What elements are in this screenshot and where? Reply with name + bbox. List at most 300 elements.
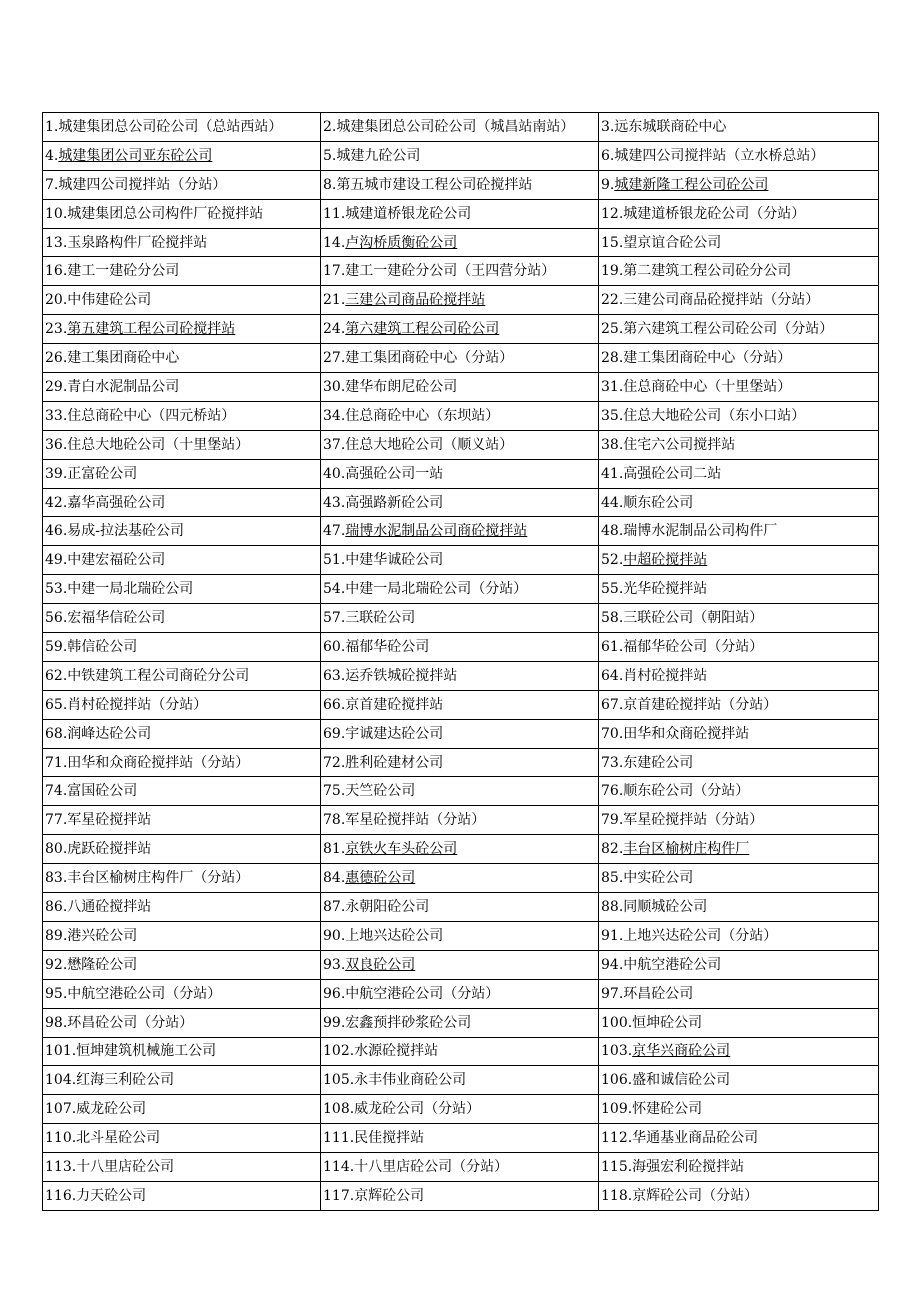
company-name: 住总商砼中心（四元桥站） xyxy=(67,407,236,424)
table-cell xyxy=(599,777,879,806)
entry-number: 69. xyxy=(323,725,346,742)
company-name: 盛和诚信砼公司 xyxy=(632,1072,731,1089)
table-cell xyxy=(43,719,321,748)
entry-number: 115. xyxy=(601,1159,633,1175)
company-name: 中实砼公司 xyxy=(623,870,694,887)
entry-number: 118. xyxy=(601,1187,633,1204)
table-cell xyxy=(599,748,879,777)
company-name: 住宅六公司搅拌站 xyxy=(623,436,736,453)
table-cell xyxy=(599,286,879,315)
entry-number: 39. xyxy=(45,465,68,482)
table-cell xyxy=(43,777,321,806)
entry-number: 57. xyxy=(323,610,346,627)
company-name: 怀建砼公司 xyxy=(632,1101,703,1118)
company-link[interactable]: 双良砼公司 xyxy=(345,956,416,973)
company-name: 环昌砼公司（分站） xyxy=(67,1014,194,1031)
entry-number: 77. xyxy=(45,812,68,829)
company-link[interactable]: 京华兴商砼公司 xyxy=(632,1043,731,1060)
table-cell xyxy=(43,921,321,950)
company-name: 瑞博水泥制品公司构件厂 xyxy=(623,523,778,540)
table-cell xyxy=(321,170,599,199)
entry-number: 61. xyxy=(601,638,624,655)
table-cell xyxy=(321,1181,599,1210)
entry-number: 86. xyxy=(45,898,68,915)
table-cell xyxy=(321,373,599,402)
table-row xyxy=(43,1008,879,1037)
table-row xyxy=(43,1037,879,1066)
table-cell xyxy=(43,575,321,604)
entry-number: 66. xyxy=(323,696,346,713)
entry-number: 38. xyxy=(601,436,624,453)
entry-number: 10. xyxy=(45,205,68,222)
company-name: 天竺砼公司 xyxy=(345,783,416,800)
entry-number: 104. xyxy=(45,1072,77,1089)
table-cell xyxy=(43,459,321,488)
entry-number: 53. xyxy=(45,581,68,598)
table-cell xyxy=(321,1008,599,1037)
table-cell xyxy=(43,315,321,344)
entry-number: 37. xyxy=(323,436,346,453)
table-cell xyxy=(599,1153,879,1182)
company-name: 三联砼公司（朝阳站） xyxy=(623,610,764,627)
entry-number: 15. xyxy=(601,234,624,251)
table-cell xyxy=(599,1066,879,1095)
table-row xyxy=(43,1153,879,1182)
entry-number: 46. xyxy=(45,523,68,540)
entry-number: 108. xyxy=(323,1101,355,1118)
company-name: 润峰达砼公司 xyxy=(67,725,152,742)
table-cell xyxy=(321,401,599,430)
table-cell xyxy=(599,893,879,922)
table-cell xyxy=(43,1181,321,1210)
company-name: 第五城市建设工程公司砼搅拌站 xyxy=(336,176,533,193)
entry-number: 117. xyxy=(323,1187,355,1204)
entry-number: 7. xyxy=(45,176,59,193)
entry-number: 110. xyxy=(45,1130,77,1147)
company-name: 宏福华信砼公司 xyxy=(67,610,166,627)
company-name: 中建华诚砼公司 xyxy=(345,552,444,569)
entry-number: 43. xyxy=(323,494,346,511)
table-cell xyxy=(43,950,321,979)
company-link[interactable]: 三建公司商品砼搅拌站 xyxy=(345,292,486,309)
entry-number: 13. xyxy=(45,234,68,251)
entry-number: 62. xyxy=(45,667,68,684)
table-cell xyxy=(599,141,879,170)
company-name: 东建砼公司 xyxy=(623,754,694,771)
company-name: 远东城联商砼中心 xyxy=(614,118,727,135)
company-name: 力天砼公司 xyxy=(76,1187,147,1204)
table-cell xyxy=(599,835,879,864)
company-name: 港兴砼公司 xyxy=(67,927,138,944)
table-cell xyxy=(43,1066,321,1095)
company-name: 城建集团总公司构件厂砼搅拌站 xyxy=(67,205,264,222)
table-cell xyxy=(599,1181,879,1210)
table-cell xyxy=(321,546,599,575)
entry-number: 2. xyxy=(323,118,337,135)
table-cell xyxy=(321,113,599,142)
table-row xyxy=(43,979,879,1008)
table-cell xyxy=(321,864,599,893)
company-link[interactable]: 瑞博水泥制品公司商砼搅拌站 xyxy=(345,523,528,540)
table-cell xyxy=(321,979,599,1008)
entry-number: 22. xyxy=(601,292,624,309)
entry-number: 12. xyxy=(601,205,624,222)
table-cell xyxy=(599,1124,879,1153)
company-name: 永丰伟业商砼公司 xyxy=(354,1072,467,1089)
table-cell xyxy=(599,459,879,488)
table-cell xyxy=(321,690,599,719)
entry-number: 40. xyxy=(323,465,346,482)
entry-number: 51. xyxy=(323,552,346,569)
entry-number: 33. xyxy=(45,407,68,424)
company-link[interactable]: 惠德砼公司 xyxy=(345,870,416,887)
table-cell xyxy=(599,661,879,690)
table-cell xyxy=(321,806,599,835)
company-name: 田华和众商砼搅拌站 xyxy=(623,725,750,742)
table-cell xyxy=(43,690,321,719)
entry-number: 101. xyxy=(45,1043,77,1060)
company-name: 上地兴达砼公司 xyxy=(345,927,444,944)
table-cell xyxy=(321,835,599,864)
table-row xyxy=(43,893,879,922)
entry-number: 75. xyxy=(323,783,346,800)
entry-number: 109. xyxy=(601,1101,633,1118)
table-cell xyxy=(599,806,879,835)
company-name: 福郁华砼公司（分站） xyxy=(623,638,764,655)
table-cell xyxy=(321,604,599,633)
company-name: 福郁华砼公司 xyxy=(345,638,430,655)
entry-number: 25. xyxy=(601,321,624,338)
table-cell xyxy=(43,1095,321,1124)
entry-number: 60. xyxy=(323,638,346,655)
entry-number: 107. xyxy=(45,1101,77,1118)
company-name: 永朝阳砼公司 xyxy=(345,898,430,915)
company-name: 嘉华高强砼公司 xyxy=(67,494,166,511)
entry-number: 111. xyxy=(323,1130,355,1147)
table-row xyxy=(43,286,879,315)
entry-number: 113. xyxy=(45,1159,77,1175)
table-row xyxy=(43,199,879,228)
entry-number: 91. xyxy=(601,927,624,944)
company-name: 威龙砼公司（分站） xyxy=(354,1101,481,1118)
entry-number: 94. xyxy=(601,956,624,973)
entry-number: 103. xyxy=(601,1043,633,1060)
table-cell xyxy=(321,661,599,690)
table-row xyxy=(43,864,879,893)
table-cell xyxy=(321,344,599,373)
table-row xyxy=(43,257,879,286)
company-name: 城建道桥银龙砼公司（分站） xyxy=(623,205,806,222)
entry-number: 84. xyxy=(323,870,346,887)
entry-number: 54. xyxy=(323,581,346,598)
company-name: 建工集团商砼中心 xyxy=(67,350,180,367)
entry-number: 34. xyxy=(323,407,346,424)
entry-number: 30. xyxy=(323,378,346,395)
company-name: 第六建筑工程公司砼公司（分站） xyxy=(623,321,834,338)
table-row xyxy=(43,950,879,979)
company-name: 第二建筑工程公司砼分公司 xyxy=(623,263,792,280)
company-name: 华通基业商品砼公司 xyxy=(632,1130,759,1147)
table-cell xyxy=(599,344,879,373)
entry-number: 106. xyxy=(601,1072,633,1089)
company-name: 光华砼搅拌站 xyxy=(623,581,708,598)
table-cell xyxy=(321,315,599,344)
company-name: 同顺城砼公司 xyxy=(623,898,708,915)
entry-number: 63. xyxy=(323,667,346,684)
table-cell xyxy=(599,228,879,257)
entry-number: 98. xyxy=(45,1014,68,1031)
company-name: 虎跃砼搅拌站 xyxy=(67,841,152,858)
entry-number: 6. xyxy=(601,147,615,164)
entry-number: 28. xyxy=(601,350,624,367)
table-cell xyxy=(321,1124,599,1153)
table-row xyxy=(43,806,879,835)
company-name: 高强路新砼公司 xyxy=(345,494,444,511)
company-link[interactable]: 卢沟桥质衡砼公司 xyxy=(345,234,458,251)
entry-number: 14. xyxy=(323,234,346,251)
table-cell xyxy=(43,257,321,286)
table-cell xyxy=(321,633,599,662)
entry-number: 116. xyxy=(45,1187,77,1204)
table-cell xyxy=(321,575,599,604)
table-row xyxy=(43,344,879,373)
table-row xyxy=(43,719,879,748)
company-name: 顺东砼公司（分站） xyxy=(623,783,750,800)
entry-number: 9. xyxy=(601,176,615,193)
company-name: 军星砼搅拌站（分站） xyxy=(345,812,486,829)
table-row xyxy=(43,546,879,575)
company-name: 住总商砼中心（东坝站） xyxy=(345,407,500,424)
table-cell xyxy=(43,141,321,170)
entry-number: 89. xyxy=(45,927,68,944)
table-cell xyxy=(321,517,599,546)
entry-number: 31. xyxy=(601,378,624,395)
company-name: 三建公司商品砼搅拌站（分站） xyxy=(623,292,820,309)
entry-number: 102. xyxy=(323,1043,355,1060)
company-name: 恒坤砼公司 xyxy=(632,1014,703,1031)
company-link[interactable]: 第六建筑工程公司砼公司 xyxy=(345,321,500,338)
table-cell xyxy=(599,113,879,142)
entry-number: 11. xyxy=(323,205,346,222)
company-name: 军星砼搅拌站 xyxy=(67,812,152,829)
company-link[interactable]: 第五建筑工程公司砼搅拌站 xyxy=(67,321,236,338)
table-cell xyxy=(599,546,879,575)
table-row xyxy=(43,170,879,199)
table-cell xyxy=(599,257,879,286)
table-cell xyxy=(599,401,879,430)
table-row xyxy=(43,488,879,517)
company-name: 恒坤建筑机械施工公司 xyxy=(76,1043,217,1060)
table-cell xyxy=(321,1066,599,1095)
company-name: 中建宏福砼公司 xyxy=(67,552,166,569)
table-cell xyxy=(599,719,879,748)
table-cell xyxy=(599,633,879,662)
company-name: 顺东砼公司 xyxy=(623,494,694,511)
table-row xyxy=(43,430,879,459)
table-row xyxy=(43,604,879,633)
entry-number: 74. xyxy=(45,783,68,800)
entry-number: 73. xyxy=(601,754,624,771)
table-cell xyxy=(43,430,321,459)
table-cell xyxy=(43,835,321,864)
company-name: 水源砼搅拌站 xyxy=(354,1043,439,1060)
company-name: 中建一局北瑞砼公司 xyxy=(67,581,194,598)
table-cell xyxy=(43,864,321,893)
entry-number: 36. xyxy=(45,436,68,453)
table-cell xyxy=(599,921,879,950)
table-row xyxy=(43,228,879,257)
company-list-table xyxy=(42,112,879,1211)
company-name: 海强宏利砼搅拌站 xyxy=(632,1159,745,1175)
entry-number: 26. xyxy=(45,350,68,367)
company-name: 住总商砼中心（十里堡站） xyxy=(623,378,792,395)
table-cell xyxy=(599,1095,879,1124)
entry-number: 27. xyxy=(323,350,346,367)
company-link[interactable]: 中超砼搅拌站 xyxy=(623,552,708,569)
company-name: 中建一局北瑞砼公司（分站） xyxy=(345,581,528,598)
entry-number: 100. xyxy=(601,1014,633,1031)
company-name: 城建九砼公司 xyxy=(336,147,421,164)
table-cell xyxy=(43,286,321,315)
table-cell xyxy=(43,806,321,835)
table-row xyxy=(43,1181,879,1210)
table-row xyxy=(43,373,879,402)
company-name: 红海三利砼公司 xyxy=(76,1072,175,1089)
table-cell xyxy=(599,373,879,402)
table-cell xyxy=(43,199,321,228)
entry-number: 68. xyxy=(45,725,68,742)
table-row xyxy=(43,401,879,430)
table-row xyxy=(43,748,879,777)
table-cell xyxy=(321,257,599,286)
table-cell xyxy=(43,633,321,662)
table-row xyxy=(43,1124,879,1153)
table-row xyxy=(43,835,879,864)
entry-number: 16. xyxy=(45,263,68,280)
table-cell xyxy=(321,1037,599,1066)
entry-number: 58. xyxy=(601,610,624,627)
entry-number: 29. xyxy=(45,378,68,395)
entry-number: 96. xyxy=(323,985,346,1002)
entry-number: 49. xyxy=(45,552,68,569)
table-cell xyxy=(321,893,599,922)
company-name: 正富砼公司 xyxy=(67,465,138,482)
entry-number: 76. xyxy=(601,783,624,800)
table-row xyxy=(43,517,879,546)
company-link[interactable]: 丰台区榆树庄构件厂 xyxy=(623,841,750,858)
company-link[interactable]: 城建集团公司亚东砼公司 xyxy=(58,147,213,164)
company-name: 易成-拉法基砼公司 xyxy=(67,523,184,540)
company-name: 住总大地砼公司（顺义站） xyxy=(345,436,514,453)
company-name: 八通砼搅拌站 xyxy=(67,898,152,915)
entry-number: 19. xyxy=(601,263,624,280)
table-cell xyxy=(321,1153,599,1182)
company-name: 北斗星砼公司 xyxy=(76,1130,161,1147)
entry-number: 17. xyxy=(323,263,346,280)
entry-number: 24. xyxy=(323,321,346,338)
company-name: 肖村砼搅拌站 xyxy=(623,667,708,684)
table-cell xyxy=(321,777,599,806)
entry-number: 79. xyxy=(601,812,624,829)
entry-number: 105. xyxy=(323,1072,355,1089)
company-name: 京首建砼搅拌站 xyxy=(345,696,444,713)
table-cell xyxy=(321,459,599,488)
table-cell xyxy=(43,344,321,373)
table-row xyxy=(43,690,879,719)
company-name: 青白水泥制品公司 xyxy=(67,378,180,395)
company-name: 中航空港砼公司（分站） xyxy=(345,985,500,1002)
company-name: 建工集团商砼中心（分站） xyxy=(623,350,792,367)
table-cell xyxy=(43,401,321,430)
table-cell xyxy=(43,1037,321,1066)
company-name: 住总大地砼公司（东小口站） xyxy=(623,407,806,424)
entry-number: 78. xyxy=(323,812,346,829)
entry-number: 87. xyxy=(323,898,346,915)
entry-number: 95. xyxy=(45,985,68,1002)
table-cell xyxy=(43,113,321,142)
table-row xyxy=(43,777,879,806)
table-cell xyxy=(599,488,879,517)
table-cell xyxy=(321,199,599,228)
entry-number: 81. xyxy=(323,841,346,858)
company-name: 城建道桥银龙砼公司 xyxy=(345,205,472,222)
table-cell xyxy=(599,517,879,546)
entry-number: 44. xyxy=(601,494,624,511)
company-link[interactable]: 城建新隆工程公司砼公司 xyxy=(614,176,769,193)
table-cell xyxy=(599,979,879,1008)
table-cell xyxy=(321,488,599,517)
entry-number: 23. xyxy=(45,321,68,338)
table-cell xyxy=(43,893,321,922)
table-cell xyxy=(321,950,599,979)
table-cell xyxy=(43,1153,321,1182)
entry-number: 3. xyxy=(601,118,615,135)
table-cell xyxy=(43,170,321,199)
company-name: 肖村砼搅拌站（分站） xyxy=(67,696,208,713)
table-cell xyxy=(321,228,599,257)
table-cell xyxy=(321,921,599,950)
table-row xyxy=(43,1066,879,1095)
entry-number: 114. xyxy=(323,1159,355,1175)
company-link[interactable]: 京铁火车头砼公司 xyxy=(345,841,458,858)
entry-number: 88. xyxy=(601,898,624,915)
company-name: 高强砼公司一站 xyxy=(345,465,444,482)
entry-number: 8. xyxy=(323,176,337,193)
entry-number: 72. xyxy=(323,754,346,771)
company-name: 京辉砼公司 xyxy=(354,1187,425,1204)
entry-number: 99. xyxy=(323,1014,346,1031)
table-cell xyxy=(321,1095,599,1124)
company-name: 京首建砼搅拌站（分站） xyxy=(623,696,778,713)
company-name: 韩信砼公司 xyxy=(67,638,138,655)
entry-number: 82. xyxy=(601,841,624,858)
company-name: 建工一建砼分公司（王四营分站） xyxy=(345,263,556,280)
table-cell xyxy=(321,430,599,459)
table-cell xyxy=(43,748,321,777)
table-cell xyxy=(599,430,879,459)
table-cell xyxy=(599,199,879,228)
company-name: 城建集团总公司砼公司（总站西站） xyxy=(58,118,283,135)
company-name: 住总大地砼公司（十里堡站） xyxy=(67,436,250,453)
table-row xyxy=(43,1095,879,1124)
table-cell xyxy=(43,1124,321,1153)
company-name: 环昌砼公司 xyxy=(623,985,694,1002)
table-row xyxy=(43,661,879,690)
company-name: 三联砼公司 xyxy=(345,610,416,627)
entry-number: 47. xyxy=(323,523,346,540)
entry-number: 5. xyxy=(323,147,337,164)
entry-number: 52. xyxy=(601,552,624,569)
